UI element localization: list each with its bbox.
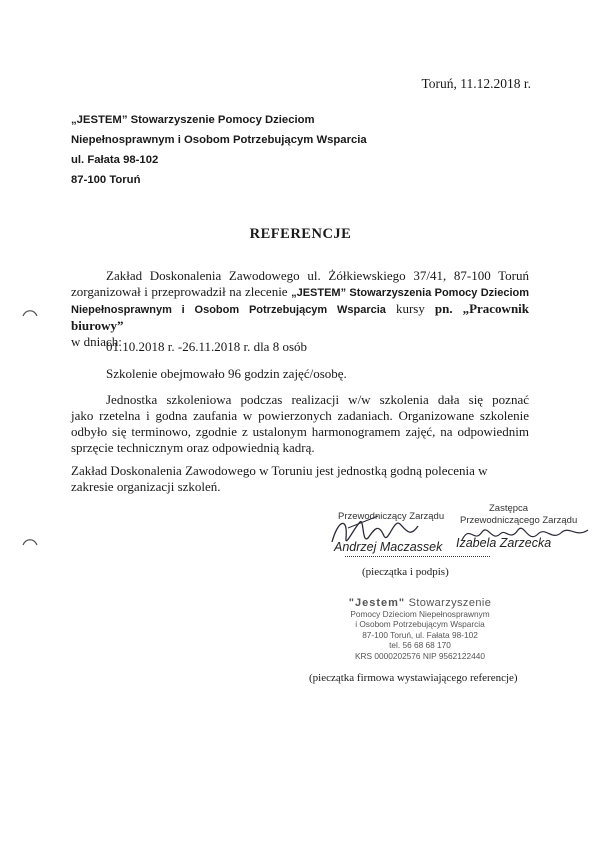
address-line-1: „JESTEM” Stowarzyszenie Pomocy Dzieciom: [71, 114, 315, 126]
right-signatory-name: Izabela Zarzecka: [456, 536, 552, 550]
intro-text: Zakład Doskonalenia Zawodowego ul. Żółkiewskiego 37/41, 87-100 Toruń zorganizował i przeprowadził na zlecenie: [71, 268, 529, 299]
address-line-4: 87-100 Toruń: [71, 174, 141, 186]
course-dates: 01.10.2018 r. -26.11.2018 r. dla 8 osób: [106, 339, 308, 354]
signature-caption: (pieczątka i podpis): [362, 566, 449, 578]
stamp-caption: (pieczątka firmowa wystawiającego referencje): [309, 672, 518, 684]
intro-dates-label: w dniach:: [71, 334, 122, 349]
organization-name: „JESTEM” Stowarzyszenia Pomocy Dzieciom Niepełnosprawnym i Osobom Potrzebującym Wsparcia: [71, 287, 529, 316]
course-name: pn. „Pracownik biurowy”: [71, 301, 530, 333]
document-date: Toruń, 11.12.2018 r.: [421, 76, 531, 91]
punch-hole-mark-bottom: [22, 536, 38, 546]
paragraph-recommendation: Zakład Doskonalenia Zawodowego w Toruniu jest jednostką godną polecenia w zakresie organizacji szkoleń.: [71, 463, 488, 494]
stamp-name-rest: Stowarzyszenie: [408, 597, 492, 609]
right-signatory-title-1: Zastępca: [489, 503, 529, 514]
stamp-line-4: 87-100 Toruń, ul. Fałata 98-102: [362, 629, 478, 640]
left-signatory-name: Andrzej Maczassek: [334, 540, 443, 554]
stamp-line-2: Pomocy Dzieciom Niepełnosprawnym: [350, 608, 490, 619]
stamp-name-line: [320, 598, 520, 609]
intro-kursy: kursy: [395, 301, 425, 316]
signature-dotted-line: [345, 556, 490, 557]
stamp-name-bold: "Jestem": [348, 597, 406, 609]
punch-hole-mark-top: [22, 307, 38, 317]
right-signatory-title-2: Przewodniczącego Zarządu: [460, 515, 578, 526]
course-hours: Szkolenie obejmowało 96 godzin zajęć/osobę.: [106, 366, 347, 381]
stamp-line-5: tel. 56 68 68 170: [389, 640, 451, 650]
stamp-line-6: KRS 0000202576 NIP 9562122440: [355, 650, 485, 661]
paragraph-evaluation-first: Jednostka szkoleniowa podczas realizacji w/w szkolenia dała się poznać: [106, 392, 529, 407]
recipient-address: [71, 110, 367, 190]
document-title: REFERENCJE: [249, 226, 352, 242]
paragraph-intro: [71, 268, 529, 350]
organization-stamp: [320, 598, 520, 661]
address-line-2: Niepełnosprawnym i Osobom Potrzebującym Wsparcia: [71, 134, 367, 146]
stamp-line-3: i Osobom Potrzebującym Wsparcia: [355, 619, 485, 629]
paragraph-evaluation-rest: jako rzetelna i godna zaufania w powierzonych zadaniach. Organizowane szkolenie odbyło się terminowo, zgodnie z ustalonym harmonogramem zajęć, na odpowiednim sprzęcie technicznym oraz odpowiednią kadrą.: [71, 408, 529, 455]
left-signatory-title: Przewodniczący Zarządu: [338, 511, 445, 522]
address-line-3: ul. Fałata 98-102: [71, 154, 159, 166]
